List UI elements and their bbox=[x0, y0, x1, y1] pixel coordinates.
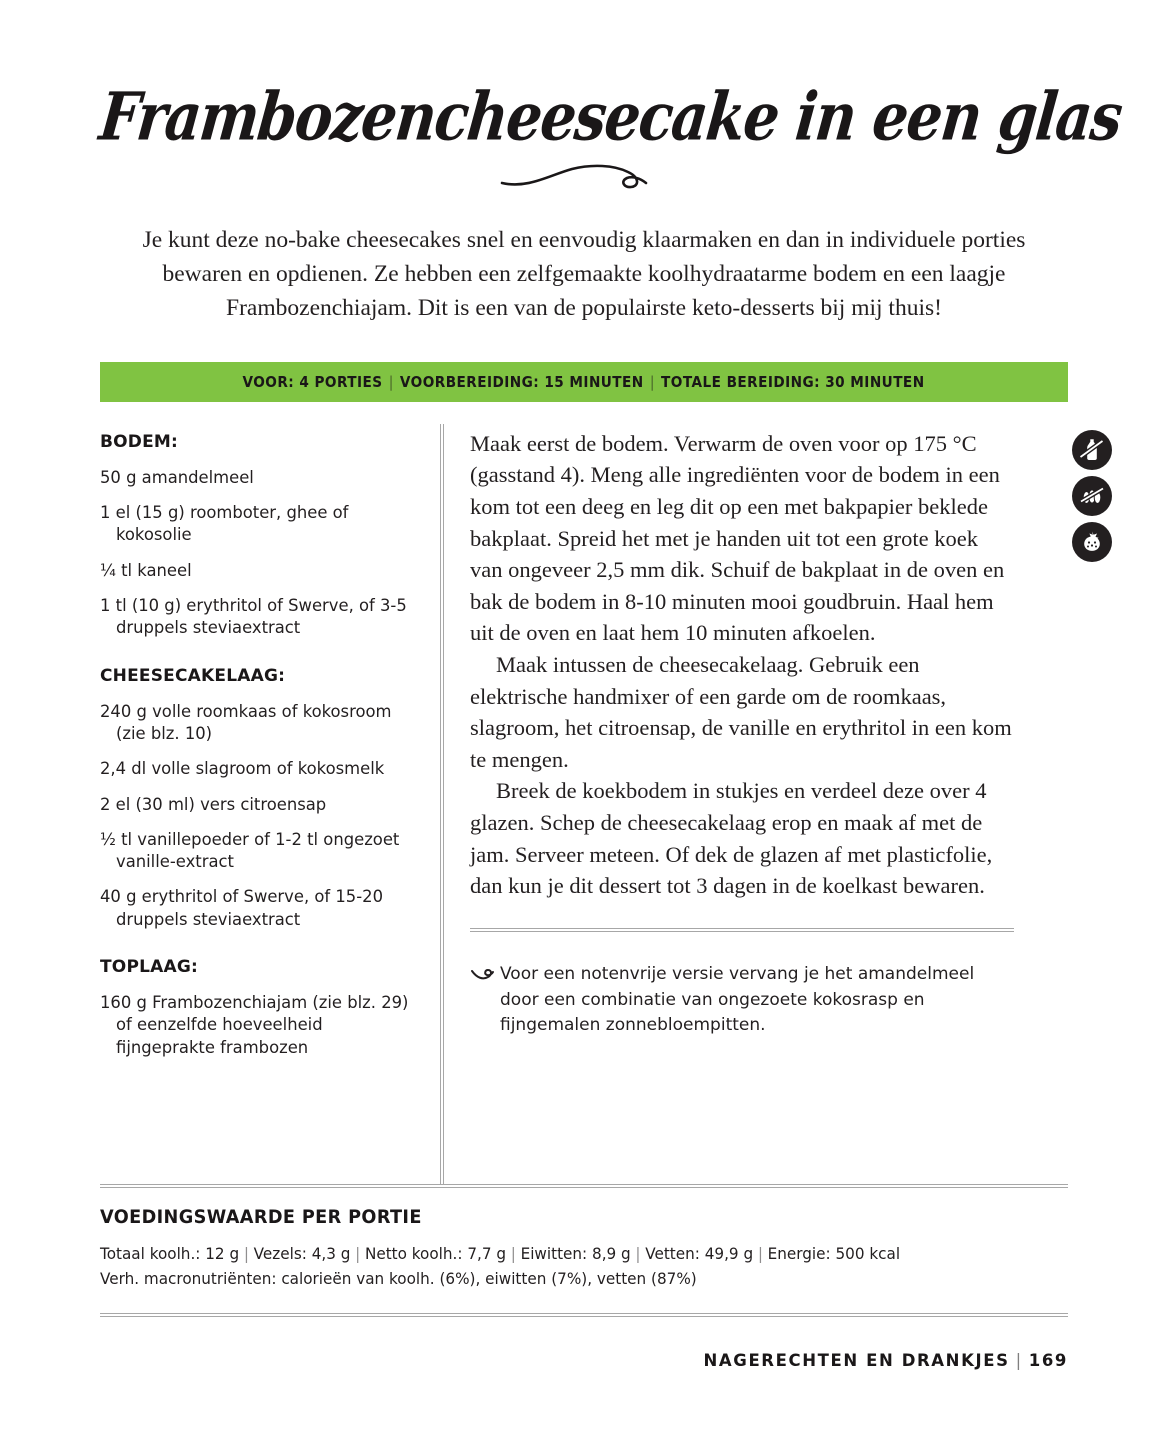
banner-separator-1: | bbox=[389, 372, 395, 391]
tip-text: Voor een notenvrije versie vervang je het amandelmeel door een combinatie van ongezoete kokosrasp en fijngemalen zonnebloempitten. bbox=[500, 963, 975, 1036]
prep-time-label: VOORBEREIDING: 15 MINUTEN bbox=[400, 372, 645, 391]
nutrition-separator: | bbox=[757, 1243, 763, 1263]
nutrition-separator: | bbox=[243, 1243, 249, 1263]
method-paragraph: Breek de koekbodem in stukjes en verdeel deze over 4 glazen. Schep de cheesecakelaag erop en maak af met de jam. Serveer meteen. Of dek de glazen af met plasticfolie, dan kun je dit dessert tot 3 dagen in de koelkast bewaren. bbox=[470, 778, 993, 899]
dairy-free-icon bbox=[1072, 430, 1112, 470]
ingredient-item: 1 el (15 g) roomboter, ghee of kokosolie bbox=[100, 503, 349, 545]
nutrition-values-line bbox=[100, 1241, 1010, 1266]
nutrition-separator: | bbox=[635, 1243, 641, 1263]
ingredient-item: 2,4 dl volle slagroom of kokosmelk bbox=[100, 759, 385, 779]
intro-paragraph: Je kunt deze no-bake cheesecakes snel en eenvoudig klaarmaken en dan in individuele porties bewaren en opdienen. Ze hebben een zelfgemaakte koolhydraatarme bodem en een laagje Frambozenchiajam. Dit is een van de populairste keto-desserts bij mij thuis! bbox=[142, 226, 1026, 322]
title-flourish-ornament bbox=[100, 163, 1068, 189]
servings-label: VOOR: 4 PORTIES bbox=[242, 372, 384, 391]
recipe-meta-text bbox=[243, 373, 925, 391]
ingredient-group bbox=[100, 666, 416, 932]
ingredient-item: 160 g Frambozenchiajam (zie blz. 29) of eenzelfde hoeveelheid fijngeprakte frambozen bbox=[100, 993, 409, 1057]
ingredient-item: 50 g amandelmeel bbox=[100, 467, 254, 487]
nutrition-bottom-divider bbox=[100, 1313, 1068, 1317]
dietary-badges bbox=[1072, 430, 1112, 562]
total-time-label: TOTALE BEREIDING: 30 MINUTEN bbox=[661, 372, 926, 391]
method-paragraph: Maak eerst de bodem. Verwarm de oven voor op 175 °C (gasstand 4). Meng alle ingrediënten voor de bodem in een kom tot een deeg en leg dit op een met bakpapier beklede bakplaat. Spreid het met je handen uit tot een grote koek van ongeveer 2,5 mm dik. Schuif de bakplaat in de oven en bak de bodem in 8-10 minuten mooi goudbruin. Haal hem uit de oven en laat hem 10 minuten afkoelen. bbox=[470, 430, 1005, 646]
ingredient-item: 240 g volle roomkaas of kokosroom (zie blz. 10) bbox=[100, 701, 392, 743]
ingredient-item: ½ tl vanillepoeder of 1-2 tl ongezoet vanille-extract bbox=[100, 829, 400, 872]
ingredient-group-heading: TOPLAAG: bbox=[100, 957, 199, 978]
nutrition-separator: | bbox=[510, 1243, 516, 1263]
ingredient-item: ¼ tl kaneel bbox=[100, 560, 192, 580]
recipe-body bbox=[100, 424, 1068, 1184]
nutrition-value: Energie: 500 kcal bbox=[767, 1243, 901, 1263]
ingredient-group-heading: CHEESECAKELAAG: bbox=[100, 665, 286, 686]
nutrition-value: Vezels: 4,3 g bbox=[253, 1243, 351, 1263]
method-paragraph: Maak intussen de cheesecakelaag. Gebruik een elektrische handmixer of een garde om de roomkaas, slagroom, het citroensap, de vanille en erythritol in een kom te mengen. bbox=[470, 651, 1012, 772]
method-steps bbox=[470, 428, 1014, 902]
nutrition-title: VOEDINGSWAARDE PER PORTIE bbox=[100, 1205, 422, 1228]
ingredient-group bbox=[100, 957, 416, 1059]
nut-free-icon bbox=[1072, 476, 1112, 516]
ingredients-column bbox=[100, 424, 440, 1184]
nutrition-section bbox=[100, 1188, 1068, 1291]
nutrition-value: Eiwitten: 8,9 g bbox=[520, 1243, 631, 1263]
ingredient-item: 2 el (30 ml) vers citroensap bbox=[100, 794, 327, 814]
ingredient-group-heading: BODEM: bbox=[100, 431, 179, 452]
nutrition-value: Vetten: 49,9 g bbox=[645, 1243, 754, 1263]
tip-box bbox=[470, 962, 1014, 1039]
method-column bbox=[470, 424, 1068, 1184]
ingredient-item: 40 g erythritol of Swerve, of 15-20 druppels steviaextract bbox=[100, 887, 384, 929]
title-block bbox=[95, 0, 1125, 189]
chapter-name: NAGERECHTEN EN DRANKJES bbox=[703, 1350, 1010, 1370]
ingredient-item: 1 tl (10 g) erythritol of Swerve, of 3-5 druppels steviaextract bbox=[100, 595, 407, 638]
nutrition-value: Netto koolh.: 7,7 g bbox=[364, 1243, 507, 1263]
page-number: 169 bbox=[1028, 1350, 1068, 1370]
banner-separator-2: | bbox=[650, 372, 656, 391]
nutrition-value: Totaal koolh.: 12 g bbox=[100, 1243, 240, 1263]
berry-icon bbox=[1072, 522, 1112, 562]
swirl-ornament-icon bbox=[470, 966, 496, 984]
tip-divider bbox=[470, 928, 1014, 932]
column-divider bbox=[440, 424, 444, 1184]
recipe-meta-banner bbox=[100, 362, 1068, 402]
macronutrient-ratio-line: Verh. macronutriënten: calorieën van koolh. (6%), eiwitten (7%), vetten (87%) bbox=[100, 1268, 697, 1288]
ingredient-group bbox=[100, 432, 416, 640]
nutrition-separator: | bbox=[355, 1243, 361, 1263]
footer-separator: | bbox=[1015, 1350, 1023, 1370]
page-footer bbox=[100, 1351, 1068, 1370]
page-title: Frambozencheesecake in een glas bbox=[95, 77, 1125, 156]
